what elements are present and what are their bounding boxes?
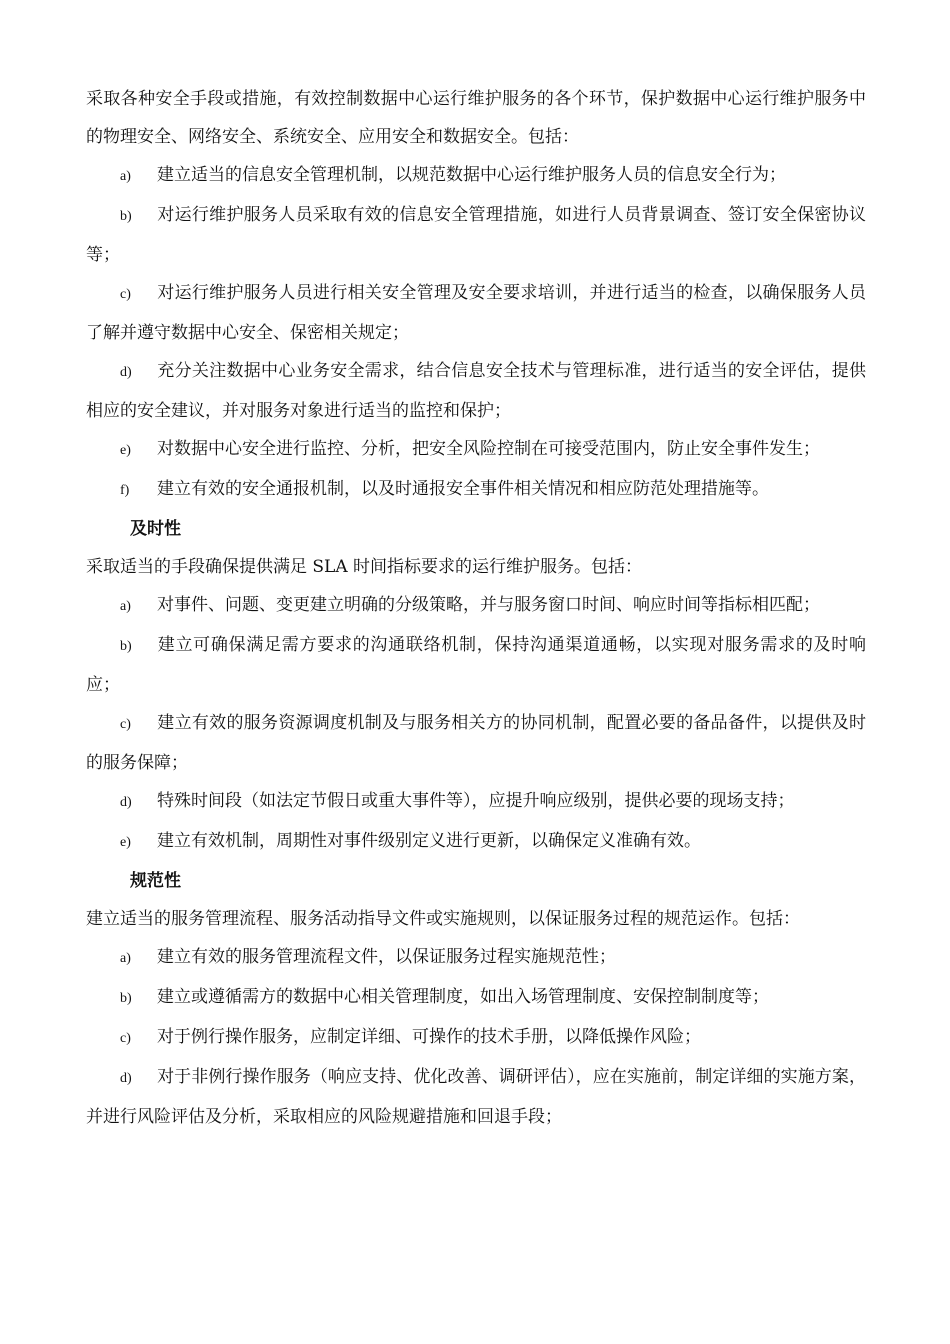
- list-marker: a): [120, 599, 131, 614]
- list-marker: d): [120, 365, 132, 380]
- list-item: [86, 782, 866, 822]
- list-item: [86, 704, 866, 782]
- list-item-text: 建立可确保满足需方要求的沟通联络机制，保持沟通渠道通畅，以实现对服务需求的及时响应；: [86, 635, 866, 695]
- list-item: [86, 626, 866, 704]
- list-item: [86, 430, 866, 470]
- list-item-text: 建立有效的服务资源调度机制及与服务相关方的协同机制，配置必要的备品备件，以提供及时的服务保障；: [86, 713, 866, 773]
- list-marker: b): [120, 209, 132, 224]
- list-marker: e): [120, 835, 131, 850]
- list-item-text: 建立有效的安全通报机制，以及时通报安全事件相关情况和相应防范处理措施等。: [157, 479, 769, 499]
- list-item-text: 对事件、问题、变更建立明确的分级策略，并与服务窗口时间、响应时间等指标相匹配；: [157, 595, 820, 615]
- list-item-text: 对运行维护服务人员采取有效的信息安全管理措施，如进行人员背景调查、签订安全保密协议等；: [86, 205, 866, 265]
- list-marker: a): [120, 951, 131, 966]
- list-marker: d): [120, 1071, 132, 1086]
- list-item: [86, 978, 866, 1018]
- list-item: [86, 586, 866, 626]
- list-marker: d): [120, 795, 132, 810]
- standardization-list: [86, 938, 866, 1136]
- list-item: [86, 470, 866, 510]
- timeliness-list: [86, 586, 866, 862]
- list-marker: b): [120, 639, 132, 654]
- list-marker: b): [120, 991, 132, 1006]
- list-marker: f): [120, 483, 130, 498]
- list-marker: c): [120, 717, 131, 732]
- list-item-text: 建立或遵循需方的数据中心相关管理制度，如出入场管理制度、安保控制制度等；: [157, 987, 769, 1007]
- list-item-text: 对于非例行操作服务（响应支持、优化改善、调研评估），应在实施前，制定详细的实施方案，并进行风险评估及分析，采取相应的风险规避措施和回退手段；: [86, 1067, 866, 1127]
- timeliness-heading: 及时性: [130, 519, 181, 539]
- list-item: [86, 1058, 866, 1136]
- document-body: [86, 80, 866, 1136]
- list-item-text: 特殊时间段（如法定节假日或重大事件等），应提升响应级别，提供必要的现场支持；: [157, 791, 795, 811]
- standardization-heading: 规范性: [130, 871, 181, 891]
- security-list: [86, 156, 866, 510]
- list-item: [86, 1018, 866, 1058]
- list-item-text: 充分关注数据中心业务安全需求，结合信息安全技术与管理标准，进行适当的安全评估，提供相应的安全建议，并对服务对象进行适当的监控和保护；: [86, 361, 866, 421]
- list-item-text: 建立有效的服务管理流程文件，以保证服务过程实施规范性；: [157, 947, 616, 967]
- list-marker: a): [120, 169, 131, 184]
- list-marker: c): [120, 1031, 131, 1046]
- list-item: [86, 274, 866, 352]
- list-item-text: 对运行维护服务人员进行相关安全管理及安全要求培训，并进行适当的检查，以确保服务人员了解并遵守数据中心安全、保密相关规定；: [86, 283, 866, 343]
- list-item: [86, 196, 866, 274]
- list-item-text: 建立有效机制，周期性对事件级别定义进行更新，以确保定义准确有效。: [157, 831, 701, 851]
- standardization-intro: 建立适当的服务管理流程、服务活动指导文件或实施规则，以保证服务过程的规范运作。包括：: [86, 909, 800, 929]
- security-intro: 采取各种安全手段或措施，有效控制数据中心运行维护服务的各个环节，保护数据中心运行维护服务中的物理安全、网络安全、系统安全、应用安全和数据安全。包括：: [86, 89, 866, 147]
- list-item: [86, 352, 866, 430]
- list-item: [86, 822, 866, 862]
- list-item: [86, 156, 866, 196]
- list-item-text: 对于例行操作服务，应制定详细、可操作的技术手册，以降低操作风险；: [157, 1027, 701, 1047]
- list-marker: c): [120, 287, 131, 302]
- list-marker: e): [120, 443, 131, 458]
- timeliness-intro: 采取适当的手段确保提供满足 SLA 时间指标要求的运行维护服务。包括：: [86, 557, 643, 577]
- list-item-text: 对数据中心安全进行监控、分析，把安全风险控制在可接受范围内，防止安全事件发生；: [157, 439, 820, 459]
- list-item: [86, 938, 866, 978]
- list-item-text: 建立适当的信息安全管理机制，以规范数据中心运行维护服务人员的信息安全行为；: [157, 165, 786, 185]
